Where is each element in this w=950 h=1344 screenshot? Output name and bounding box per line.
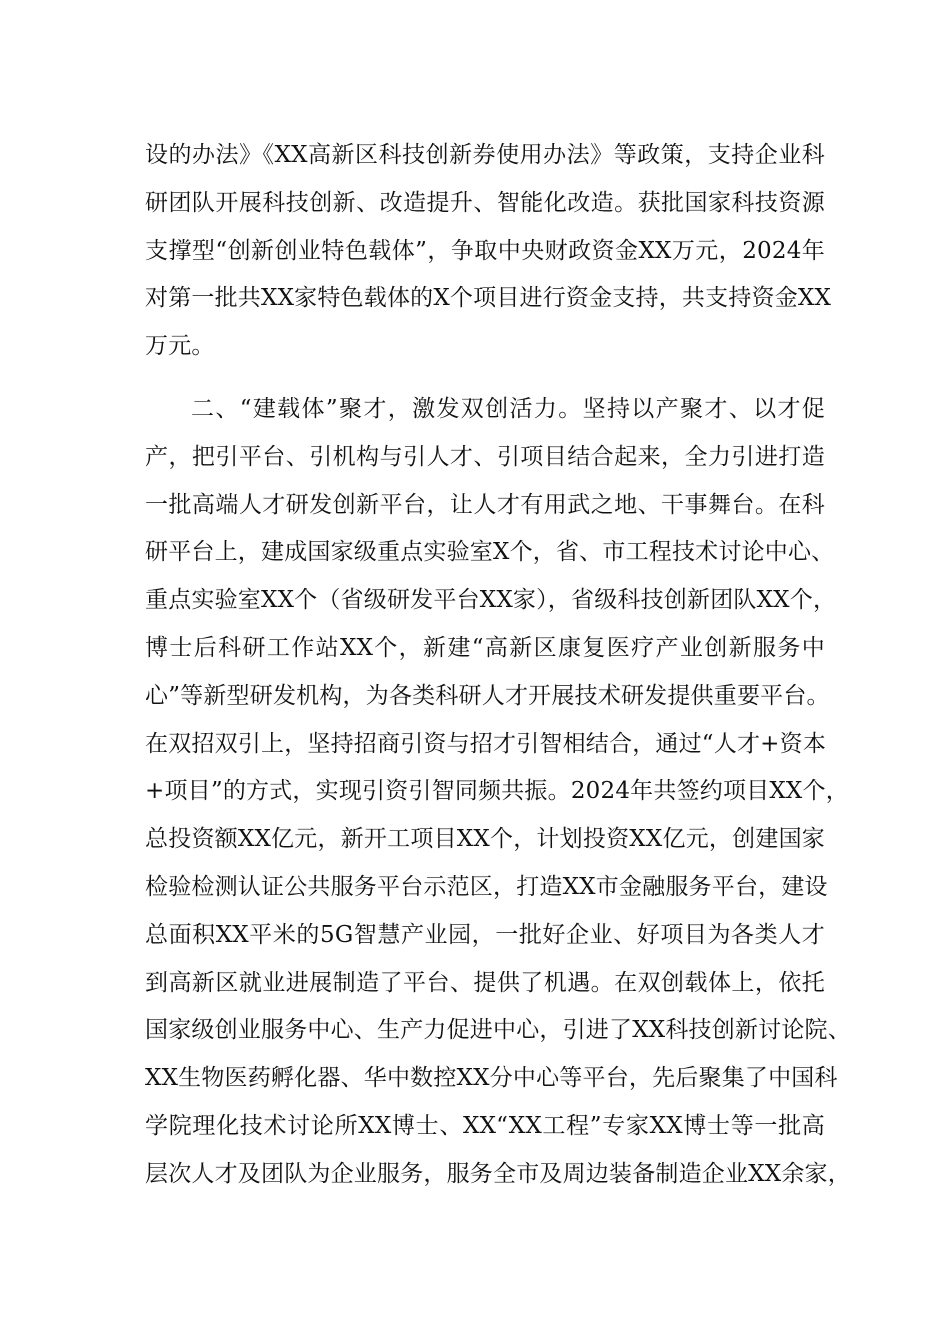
text-line: 二、“建载体”聚才，激发双创活力。坚持以产聚才、以才促 [191,395,825,422]
text-line: 重点实验室XX个（省级研发平台XX家），省级科技创新团队XX个， [145,587,837,614]
text-line: 对第一批共XX家特色载体的X个项目进行资金支持，共支持资金XX [145,285,832,312]
text-line: 层次人才及团队为企业服务，服务全市及周边装备制造企业XX余家， [145,1160,851,1187]
text-line: 到高新区就业进展制造了平台、提供了机遇。在双创载体上，依托 [145,969,825,996]
text-line: 研平台上，建成国家级重点实验室X个，省、市工程技术讨论中心、 [145,539,835,566]
paragraph-2 [145,386,851,1199]
text-line: 检验检测认证公共服务平台示范区，打造XX市金融服务平台，建设 [145,873,828,900]
text-line: 在双招双引上，坚持招商引资与招才引智相结合，通过“人才+资本 [145,730,827,757]
text-line: 设的办法》《XX高新区科技创新券使用办法》等政策，支持企业科 [145,142,825,168]
text-line: 总投资额XX亿元，新开工项目XX个，计划投资XX亿元，创建国家 [145,826,825,853]
text-line: 学院理化技术讨论所XX博士、XX“XX工程”专家XX博士等一批高 [145,1112,825,1139]
text-line: 心”等新型研发机构，为各类科研人才开展技术研发提供重要平台。 [145,682,830,709]
document-body [145,132,851,1199]
text-line: 万元。 [145,333,215,360]
text-line: 国家级创业服务中心、生产力促进中心，引进了XX科技创新讨论院、 [145,1017,851,1044]
text-line: XX生物医药孵化器、华中数控XX分中心等平台，先后聚集了中国科 [145,1065,838,1092]
paragraph-1 [145,132,832,371]
text-line: 研团队开展科技创新、改造提升、智能化改造。获批国家科技资源 [145,189,825,216]
text-line: 一批高端人才研发创新平台，让人才有用武之地、干事舞台。在科 [145,491,825,518]
text-line: 支撑型“创新创业特色载体”，争取中央财政资金XX万元，2024年 [145,237,825,264]
text-line: 博士后科研工作站XX个，新建“高新区康复医疗产业创新服务中 [145,634,825,661]
text-line: 总面积XX平米的5G智慧产业园，一批好企业、好项目为各类人才 [145,921,825,948]
text-line: +项目”的方式，实现引资引智同频共振。2024年共签约项目XX个， [145,778,849,805]
paragraph-spacer [145,371,825,386]
text-line: 产，把引平台、引机构与引人才、引项目结合起来，全力引进打造 [145,443,825,470]
